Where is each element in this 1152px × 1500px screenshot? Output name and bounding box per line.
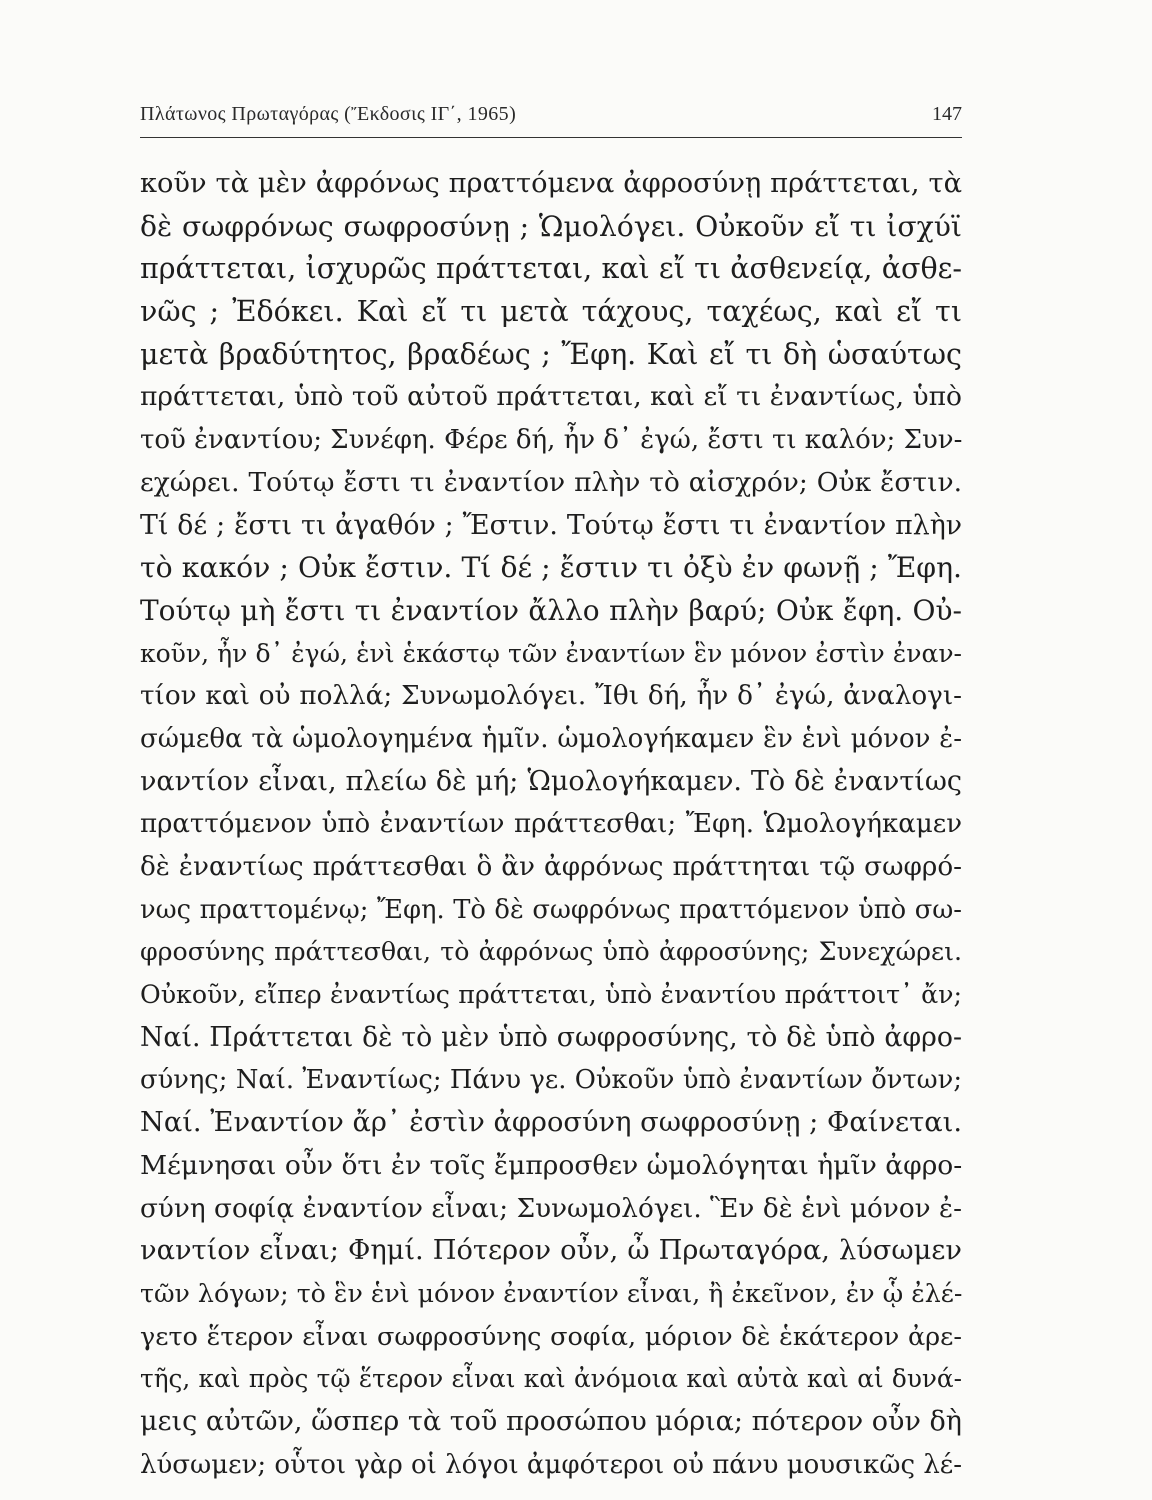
text-line: μετὰ βραδύτητος, βραδέως ; Ἔφη. Καὶ εἴ τι δὴ ὡσαύτως <box>140 337 962 371</box>
text-line: κοῦν, ἦν δ᾽ ἐγώ, ἑνὶ ἑκάστῳ τῶν ἐναντίων ἓν μόνον ἐστὶν ἐναν- <box>140 638 962 668</box>
text-line: σύνης; Ναί. Ἐναντίως; Πάνυ γε. Οὐκοῦν ὑπὸ ἐναντίων ὄντων; <box>140 1065 962 1096</box>
text-line: ναντίον εἶναι, πλείω δὲ μή; Ὡμολογήκαμεν. Τὸ δὲ ἐναντίως <box>140 765 962 797</box>
text-line: λύσωμεν; οὗτοι γὰρ οἱ λόγοι ἀμφότεροι οὐ πάνυ μουσικῶς λέ- <box>140 1449 962 1480</box>
text-line: δὲ ἐναντίως πράττεσθαι ὃ ἂν ἀφρόνως πράττηται τῷ σωφρό- <box>140 852 962 882</box>
text-line: μεις αὐτῶν, ὥσπερ τὰ τοῦ προσώπου μόρια; πότερον οὖν δὴ <box>140 1405 962 1437</box>
text-line: τοῦ ἐναντίου; Συνέφη. Φέρε δή, ἦν δ᾽ ἐγώ, ἔστι τι καλόν; Συν- <box>140 425 962 456</box>
text-line: τῆς, καὶ πρὸς τῷ ἕτερον εἶναι καὶ ἀνόμοια καὶ αὐτὰ καὶ αἱ δυνά- <box>140 1364 962 1394</box>
text-line: Μέμνησαι οὖν ὅτι ἐν τοῖς ἔμπροσθεν ὡμολόγηται ἡμῖν ἀφρο- <box>140 1149 962 1181</box>
text-line: τὸ κακόν ; Οὐκ ἔστιν. Τί δέ ; ἔστιν τι ὀξὺ ἐν φωνῇ ; Ἔφη. <box>140 551 962 585</box>
text-line: Τούτῳ μὴ ἔστι τι ἐναντίον ἄλλο πλὴν βαρύ; Οὐκ ἔφη. Οὐ- <box>140 593 962 627</box>
text-line: φροσύνης πράττεσθαι, τὸ ἀφρόνως ὑπὸ ἀφροσύνης; Συνεχώρει. <box>140 937 962 967</box>
header-title: Πλάτωνος Πρωταγόρας (Ἔκδοσις ΙΓ΄, 1965) <box>140 103 517 125</box>
text-line: Τί δέ ; ἔστι τι ἀγαθόν ; Ἔστιν. Τούτῳ ἔστι τι ἐναντίον πλὴν <box>140 509 962 541</box>
text-line: πραττόμενον ὑπὸ ἐναντίων πράττεσθαι; Ἔφη. Ὡμολογήκαμεν <box>140 809 962 840</box>
text-line: νῶς ; Ἐδόκει. Καὶ εἴ τι μετὰ τάχους, ταχέως, καὶ εἴ τι <box>140 295 962 329</box>
body-text <box>140 163 962 1486</box>
text-line: πράττεται, ὑπὸ τοῦ αὐτοῦ πράττεται, καὶ εἴ τι ἐναντίως, ὑπὸ <box>140 381 962 413</box>
text-line: νως πραττομένῳ; Ἔφη. Τὸ δὲ σωφρόνως πραττόμενον ὑπὸ σω- <box>140 894 962 925</box>
text-line: τῶν λόγων; τὸ ἓν ἑνὶ μόνον ἐναντίον εἶναι, ἢ ἐκεῖνον, ἐν ᾧ ἐλέ- <box>140 1278 962 1308</box>
text-line: σώμεθα τὰ ὡμολογημένα ἡμῖν. ὡμολογήκαμεν ἓν ἑνὶ μόνον ἐ- <box>140 723 962 754</box>
text-line: πράττεται, ἰσχυρῶς πράττεται, καὶ εἴ τι ἀσθενείᾳ, ἀσθε- <box>140 252 962 286</box>
text-line: γετο ἕτερον εἶναι σωφροσύνης σοφία, μόριον δὲ ἑκάτερον ἀρε- <box>140 1321 962 1352</box>
text-line: Οὐκοῦν, εἴπερ ἐναντίως πράττεται, ὑπὸ ἐναντίου πράττοιτ᾽ ἄν; <box>140 980 962 1010</box>
text-line: σύνη σοφίᾳ ἐναντίον εἶναι; Συνωμολόγει. Ἓν δὲ ἑνὶ μόνον ἐ- <box>140 1193 962 1224</box>
header-rule <box>140 137 962 138</box>
text-line: ναντίον εἶναι; Φημί. Πότερον οὖν, ὦ Πρωταγόρα, λύσωμεν <box>140 1235 962 1267</box>
running-header <box>140 103 962 133</box>
page-number: 147 <box>932 103 962 125</box>
text-line: Ναί. Ἐναντίον ἄρ᾽ ἐστὶν ἀφροσύνη σωφροσύνῃ ; Φαίνεται. <box>140 1107 962 1139</box>
text-line: εχώρει. Τούτῳ ἔστι τι ἐναντίον πλὴν τὸ αἰσχρόν; Οὐκ ἔστιν. <box>140 466 962 498</box>
text-line: τίον καὶ οὐ πολλά; Συνωμολόγει. Ἴθι δή, ἦν δ᾽ ἐγώ, ἀναλογι- <box>140 681 962 712</box>
text-line: δὲ σωφρόνως σωφροσύνῃ ; Ὡμολόγει. Οὐκοῦν εἴ τι ἰσχύϊ <box>140 209 962 243</box>
text-line: Ναί. Πράττεται δὲ τὸ μὲν ὑπὸ σωφροσύνης, τὸ δὲ ὑπὸ ἀφρο- <box>140 1021 962 1053</box>
text-line: κοῦν τὰ μὲν ἀφρόνως πραττόμενα ἀφροσύνῃ πράττεται, τὰ <box>140 168 962 199</box>
